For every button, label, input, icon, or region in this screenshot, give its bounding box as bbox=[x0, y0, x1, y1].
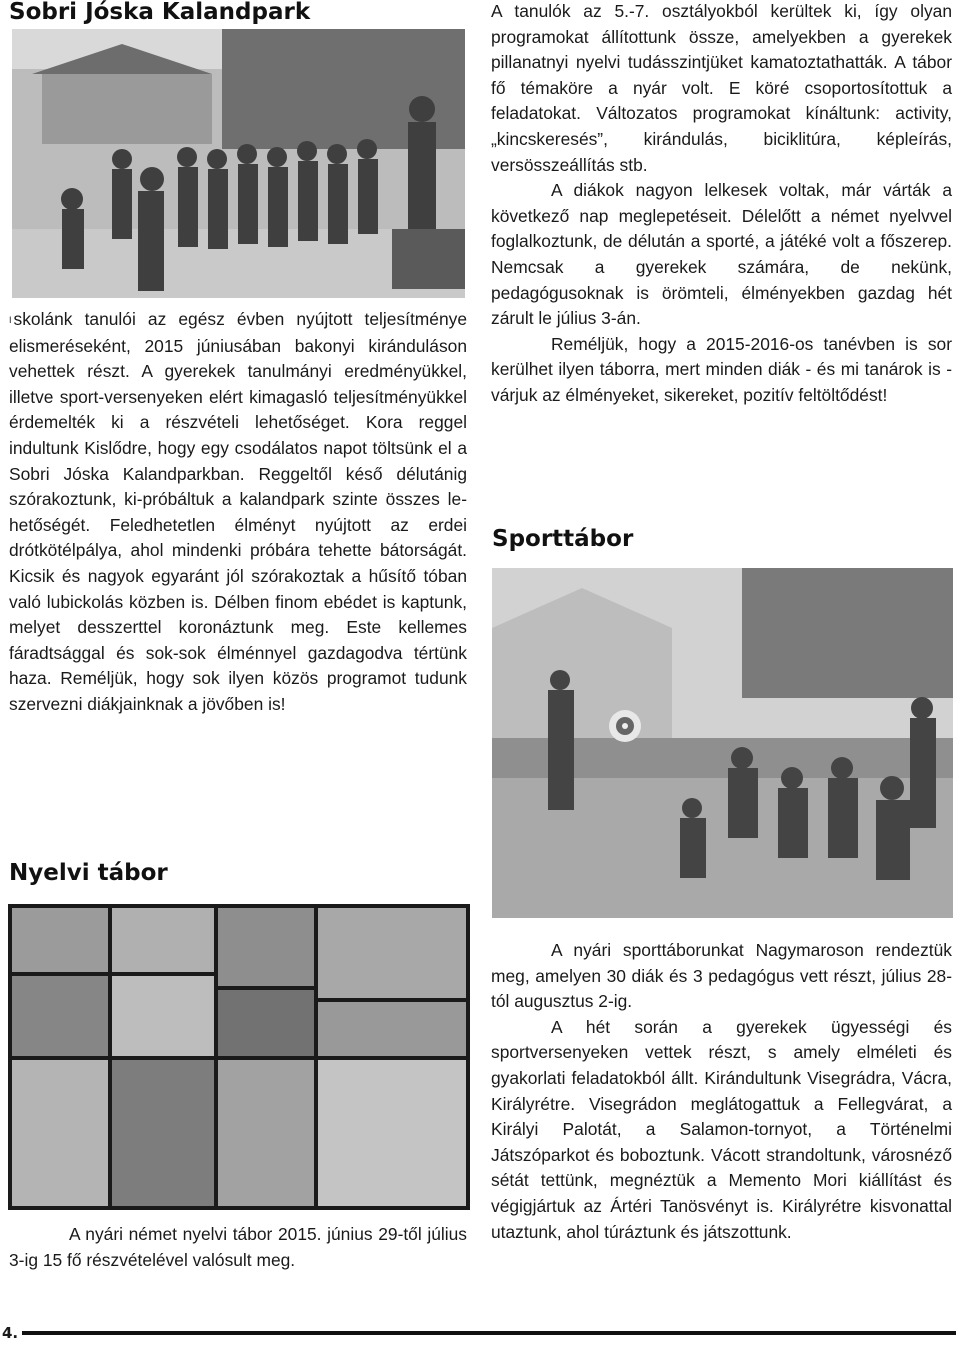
photo-kalandpark-image bbox=[12, 29, 465, 298]
section-title-kalandpark: Sobri Jóska Kalandpark bbox=[9, 0, 311, 25]
collage-photo bbox=[12, 976, 108, 1056]
sporttabor-para2: A hét során a gyerekek ügyességi és sportversenyeken vettek részt, s amely elméleti és gyakorlati feladatokból állt. Kirándultunk Visegrádra, Vácra, Királyrétre. Visegrádon meglátogattuk a Fellegvárat, a Királyi Palotát, a Salamon-tornyot, a Történelmi Játszóparkot és boboztunk. Vácott strandoltunk, városnéző sétát tettünk, megnéztük a Memento Mori kiállítást és végigjártuk az Ártéri Tanösvényt is. Királyrétre kisvonattal utaztunk, ahol túráztunk és játszottunk. bbox=[491, 1016, 952, 1242]
photo-collage-nyelvi-tabor bbox=[8, 904, 470, 1210]
dropcap: I bbox=[9, 315, 12, 325]
nyelvi-tabor-continued bbox=[491, 0, 952, 409]
sporttabor-para1: A nyári sporttáborunkat Nagymaroson rendeztük meg, amelyen 30 diák és 3 pedagógus vett részt, július 28-tól augusztus 2-ig. bbox=[491, 940, 952, 1012]
collage-photo bbox=[12, 1060, 108, 1206]
footer-rule bbox=[22, 1331, 956, 1335]
photo-sporttabor bbox=[492, 568, 953, 918]
collage-photo bbox=[12, 908, 108, 972]
collage-photo bbox=[318, 908, 466, 998]
collage-photo bbox=[218, 1060, 314, 1206]
nyelvi-tabor-para2: A diákok nagyon lelkesek voltak, már várták a következő nap meglepetéseit. Délelőtt a német nyelvvel foglalkoztunk, de délután a sporté, a játéké volt a főszerep. Nemcsak a gyerekek számára, de nekünk, pedagógusoknak is örömteli, élményekben gazdag hét zárult le július 3-án. bbox=[491, 180, 952, 329]
nyelvi-tabor-body: A nyári német nyelvi tábor 2015. június 29-től július 3-ig 15 fő részvételével valósult meg. bbox=[9, 1224, 467, 1270]
section-title-nyelvi-tabor: Nyelvi tábor bbox=[9, 860, 168, 886]
section-title-sporttabor: Sporttábor bbox=[492, 526, 634, 552]
collage-photo bbox=[112, 908, 214, 972]
collage-photo bbox=[318, 1002, 466, 1056]
nyelvi-tabor-para1: A tanulók az 5.-7. osztályokból kerültek ki, így olyan programokat állítottunk össze, amelyekben a gyerekek pillanatnyi nyelvi tudásszintjüket kamatoztathatták. A tábor fő témaköre a nyár volt. E köré csoportosítottuk a feladatokat. Változatos programokat kínáltunk: activity, „kincskeresés”, kirándulás, biciklitúra, képleírás, versösszeállítás stb. bbox=[491, 1, 952, 175]
kalandpark-body: skolánk tanulói az egész évben nyújtott teljesítménye elismeréseként, 2015 júniusában bakonyi kiránduláson vehettek részt. A gyerekek tanulmányi eredményükkel, illetve sport-versenyeken elért kimagasló teljesítményükkel érdemelték ki a részvételi lehetőséget. Kora reggel indultunk Kislődre, hogy egy csodálatos napot töltsünk el a Sobri Jóska Kalandparkban. Reggeltől késő délutánig szórakoztunk, ki-próbáltuk a kalandpark szinte összes le-hetőségét. Feledhetetlen élményt nyújtott az erdei drótkötélpálya, ahol mindenki próbára tehette bátorságát. Kicsik és nagyok egyaránt jól szórakoztak a hűsítő tóban való lubickolás közben is. Délben finom ebédet is kaptunk, melyet desszerttel koronáztunk meg. Este kellemes fáradtsággal és sok-sok élménnyel gazdagodva tértünk haza. Reméljük, hogy sok ilyen közös programot tudunk szervezni diákjainknak a jövőben is! bbox=[9, 309, 467, 714]
kalandpark-text bbox=[9, 307, 467, 718]
nyelvi-tabor-text bbox=[9, 1222, 467, 1273]
sporttabor-text bbox=[491, 938, 952, 1245]
nyelvi-tabor-para3: Reméljük, hogy a 2015-2016-os tanévben is sor kerülhet ilyen táborra, mert minden diák - és mi tanárok is - várjuk az élményeket, sikereket, pozitív feltöltődést! bbox=[491, 333, 952, 405]
photo-sporttabor-image bbox=[492, 568, 953, 918]
photo-kalandpark bbox=[12, 29, 465, 298]
collage-photo bbox=[218, 908, 314, 986]
collage-photo bbox=[112, 976, 214, 1056]
page-number: 4. bbox=[2, 1324, 19, 1342]
collage-photo bbox=[218, 990, 314, 1056]
collage-photo bbox=[318, 1060, 466, 1206]
collage-photo bbox=[112, 1060, 214, 1206]
